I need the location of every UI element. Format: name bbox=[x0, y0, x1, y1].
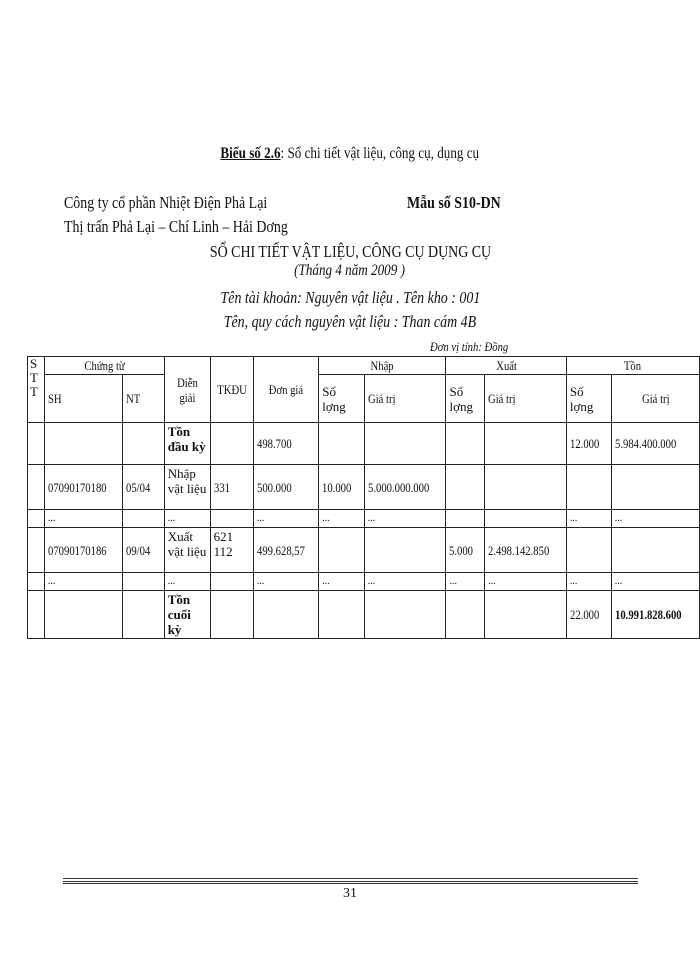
ton-header: Tồn bbox=[566, 357, 699, 375]
cell-nt bbox=[123, 423, 164, 465]
cell-don-gia: ... bbox=[253, 510, 319, 528]
xuat-gia-tri-header: Giá trị bbox=[485, 375, 567, 423]
cell-nt: 09/04 bbox=[123, 528, 164, 573]
table-row bbox=[28, 465, 700, 510]
cell-ton-gt bbox=[611, 465, 699, 510]
table-row bbox=[28, 423, 700, 465]
cell-dien-giai: ... bbox=[164, 510, 210, 528]
table-row bbox=[28, 510, 700, 528]
cell-xuat-gt: ... bbox=[485, 573, 567, 591]
cell-nt bbox=[123, 591, 164, 639]
cell-nhap-sl: ... bbox=[319, 573, 364, 591]
cell-nhap-sl bbox=[319, 423, 364, 465]
cell-tkdu: 621 112 bbox=[210, 528, 253, 573]
cell-don-gia: 498.700 bbox=[253, 423, 319, 465]
cell-sh: 07090170180 bbox=[44, 465, 123, 510]
table-row bbox=[28, 528, 700, 573]
cell-nhap-gt bbox=[364, 423, 446, 465]
dien-giai-header: Diễn giải bbox=[164, 357, 210, 423]
table-row bbox=[28, 591, 700, 639]
cell-nhap-gt: 5.000.000.000 bbox=[364, 465, 446, 510]
account-name: Tên tài khoản: Nguyên vật liệu . Tên kho : 001 bbox=[220, 288, 480, 307]
cell-xuat-gt bbox=[485, 423, 567, 465]
chung-tu-header: Chứng từ bbox=[44, 357, 164, 375]
cell-dien-giai: ... bbox=[164, 573, 210, 591]
header-row-2 bbox=[28, 375, 700, 423]
cell-nt bbox=[123, 510, 164, 528]
cell-ton-sl bbox=[566, 465, 611, 510]
form-title: : Sổ chi tiết vật liệu, công cụ, dụng cụ bbox=[280, 145, 480, 162]
cell-ton-sl: 22.000 bbox=[566, 591, 611, 639]
cell-nhap-sl bbox=[319, 591, 364, 639]
form-heading bbox=[0, 145, 700, 163]
cell-nhap-sl bbox=[319, 528, 364, 573]
cell-ton-sl: ... bbox=[566, 573, 611, 591]
cell-don-gia: 499.628,57 bbox=[253, 528, 319, 573]
cell-nhap-sl: 10.000 bbox=[319, 465, 364, 510]
cell-ton-sl: ... bbox=[566, 510, 611, 528]
header-row-1 bbox=[28, 357, 700, 375]
ton-so-luong-header: Số lợng bbox=[566, 375, 611, 423]
cell-ton-gt: ... bbox=[611, 573, 699, 591]
cell-dien-giai: Tồn cuối kỳ bbox=[164, 591, 210, 639]
cell-xuat-sl bbox=[446, 591, 485, 639]
cell-xuat-sl bbox=[446, 423, 485, 465]
cell-dien-giai: Xuất vật liệu bbox=[164, 528, 210, 573]
cell-ton-sl: 12.000 bbox=[566, 423, 611, 465]
cell-ton-sl bbox=[566, 528, 611, 573]
cell-xuat-sl bbox=[446, 510, 485, 528]
cell-tkdu bbox=[210, 591, 253, 639]
cell-tkdu: 331 bbox=[210, 465, 253, 510]
company-name: Công ty cổ phần Nhiệt Điện Phả Lại bbox=[64, 193, 268, 212]
cell-xuat-gt: 2.498.142.850 bbox=[485, 528, 567, 573]
cell-nt bbox=[123, 573, 164, 591]
cell-nhap-gt bbox=[364, 591, 446, 639]
cell-xuat-sl bbox=[446, 465, 485, 510]
cell-xuat-gt bbox=[485, 465, 567, 510]
cell-don-gia bbox=[253, 591, 319, 639]
ledger-month: (Tháng 4 năm 2009 ) bbox=[294, 262, 406, 279]
cell-xuat-gt bbox=[485, 510, 567, 528]
page-number: 31 bbox=[343, 886, 357, 901]
cell-nhap-sl: ... bbox=[319, 510, 364, 528]
form-code: Mẫu số S10-DN bbox=[407, 193, 501, 212]
cell-sh: ... bbox=[44, 510, 123, 528]
company-address: Thị trấn Phả Lại – Chí Linh – Hải Dơng bbox=[64, 217, 288, 236]
cell-sh bbox=[44, 423, 123, 465]
cell-sh bbox=[44, 591, 123, 639]
cell-nhap-gt: ... bbox=[364, 573, 446, 591]
cell-xuat-sl: 5.000 bbox=[446, 528, 485, 573]
cell-sh: 07090170186 bbox=[44, 528, 123, 573]
cell-tkdu bbox=[210, 510, 253, 528]
cell-don-gia: ... bbox=[253, 573, 319, 591]
nhap-gia-tri-header: Giá trị bbox=[364, 375, 446, 423]
don-gia-header: Đơn giá bbox=[253, 357, 319, 423]
nt-header: NT bbox=[123, 375, 164, 423]
form-label: Biểu số 2.6 bbox=[220, 145, 281, 162]
ton-gia-tri-header: Giá trị bbox=[611, 375, 699, 423]
xuat-header: Xuất bbox=[446, 357, 566, 375]
footer-divider-double bbox=[63, 881, 638, 884]
currency-unit: Đơn vị tính: Đồng bbox=[430, 339, 509, 354]
ledger-title: SỔ CHI TIẾT VẬT LIỆU, CÔNG CỤ DỤNG CỤ bbox=[209, 242, 491, 261]
cell-sh: ... bbox=[44, 573, 123, 591]
cell-ton-gt: 5.984.400.000 bbox=[611, 423, 699, 465]
cell-dien-giai: Nhập vật liệu bbox=[164, 465, 210, 510]
sh-header: SH bbox=[44, 375, 123, 423]
cell-ton-gt: ... bbox=[611, 510, 699, 528]
ledger-table bbox=[27, 356, 700, 639]
cell-tkdu bbox=[210, 423, 253, 465]
xuat-so-luong-header: Số lợng bbox=[446, 375, 485, 423]
cell-xuat-sl: ... bbox=[446, 573, 485, 591]
cell-dien-giai: Tồn đầu kỳ bbox=[164, 423, 210, 465]
cell-ton-gt: 10.991.828.600 bbox=[611, 591, 699, 639]
nhap-header: Nhập bbox=[319, 357, 446, 375]
cell-tkdu bbox=[210, 573, 253, 591]
cell-nhap-gt: ... bbox=[364, 510, 446, 528]
footer-divider bbox=[63, 878, 638, 879]
table-row bbox=[28, 573, 700, 591]
tkdu-header: TKĐU bbox=[210, 357, 253, 423]
cell-xuat-gt bbox=[485, 591, 567, 639]
cell-nt: 05/04 bbox=[123, 465, 164, 510]
cell-don-gia: 500.000 bbox=[253, 465, 319, 510]
cell-nhap-gt bbox=[364, 528, 446, 573]
stt-header: S T T bbox=[28, 357, 45, 423]
nhap-so-luong-header: Số lợng bbox=[319, 375, 364, 423]
material-spec: Tên, quy cách nguyên vật liệu : Than cám 4B bbox=[223, 312, 477, 331]
cell-ton-gt bbox=[611, 528, 699, 573]
